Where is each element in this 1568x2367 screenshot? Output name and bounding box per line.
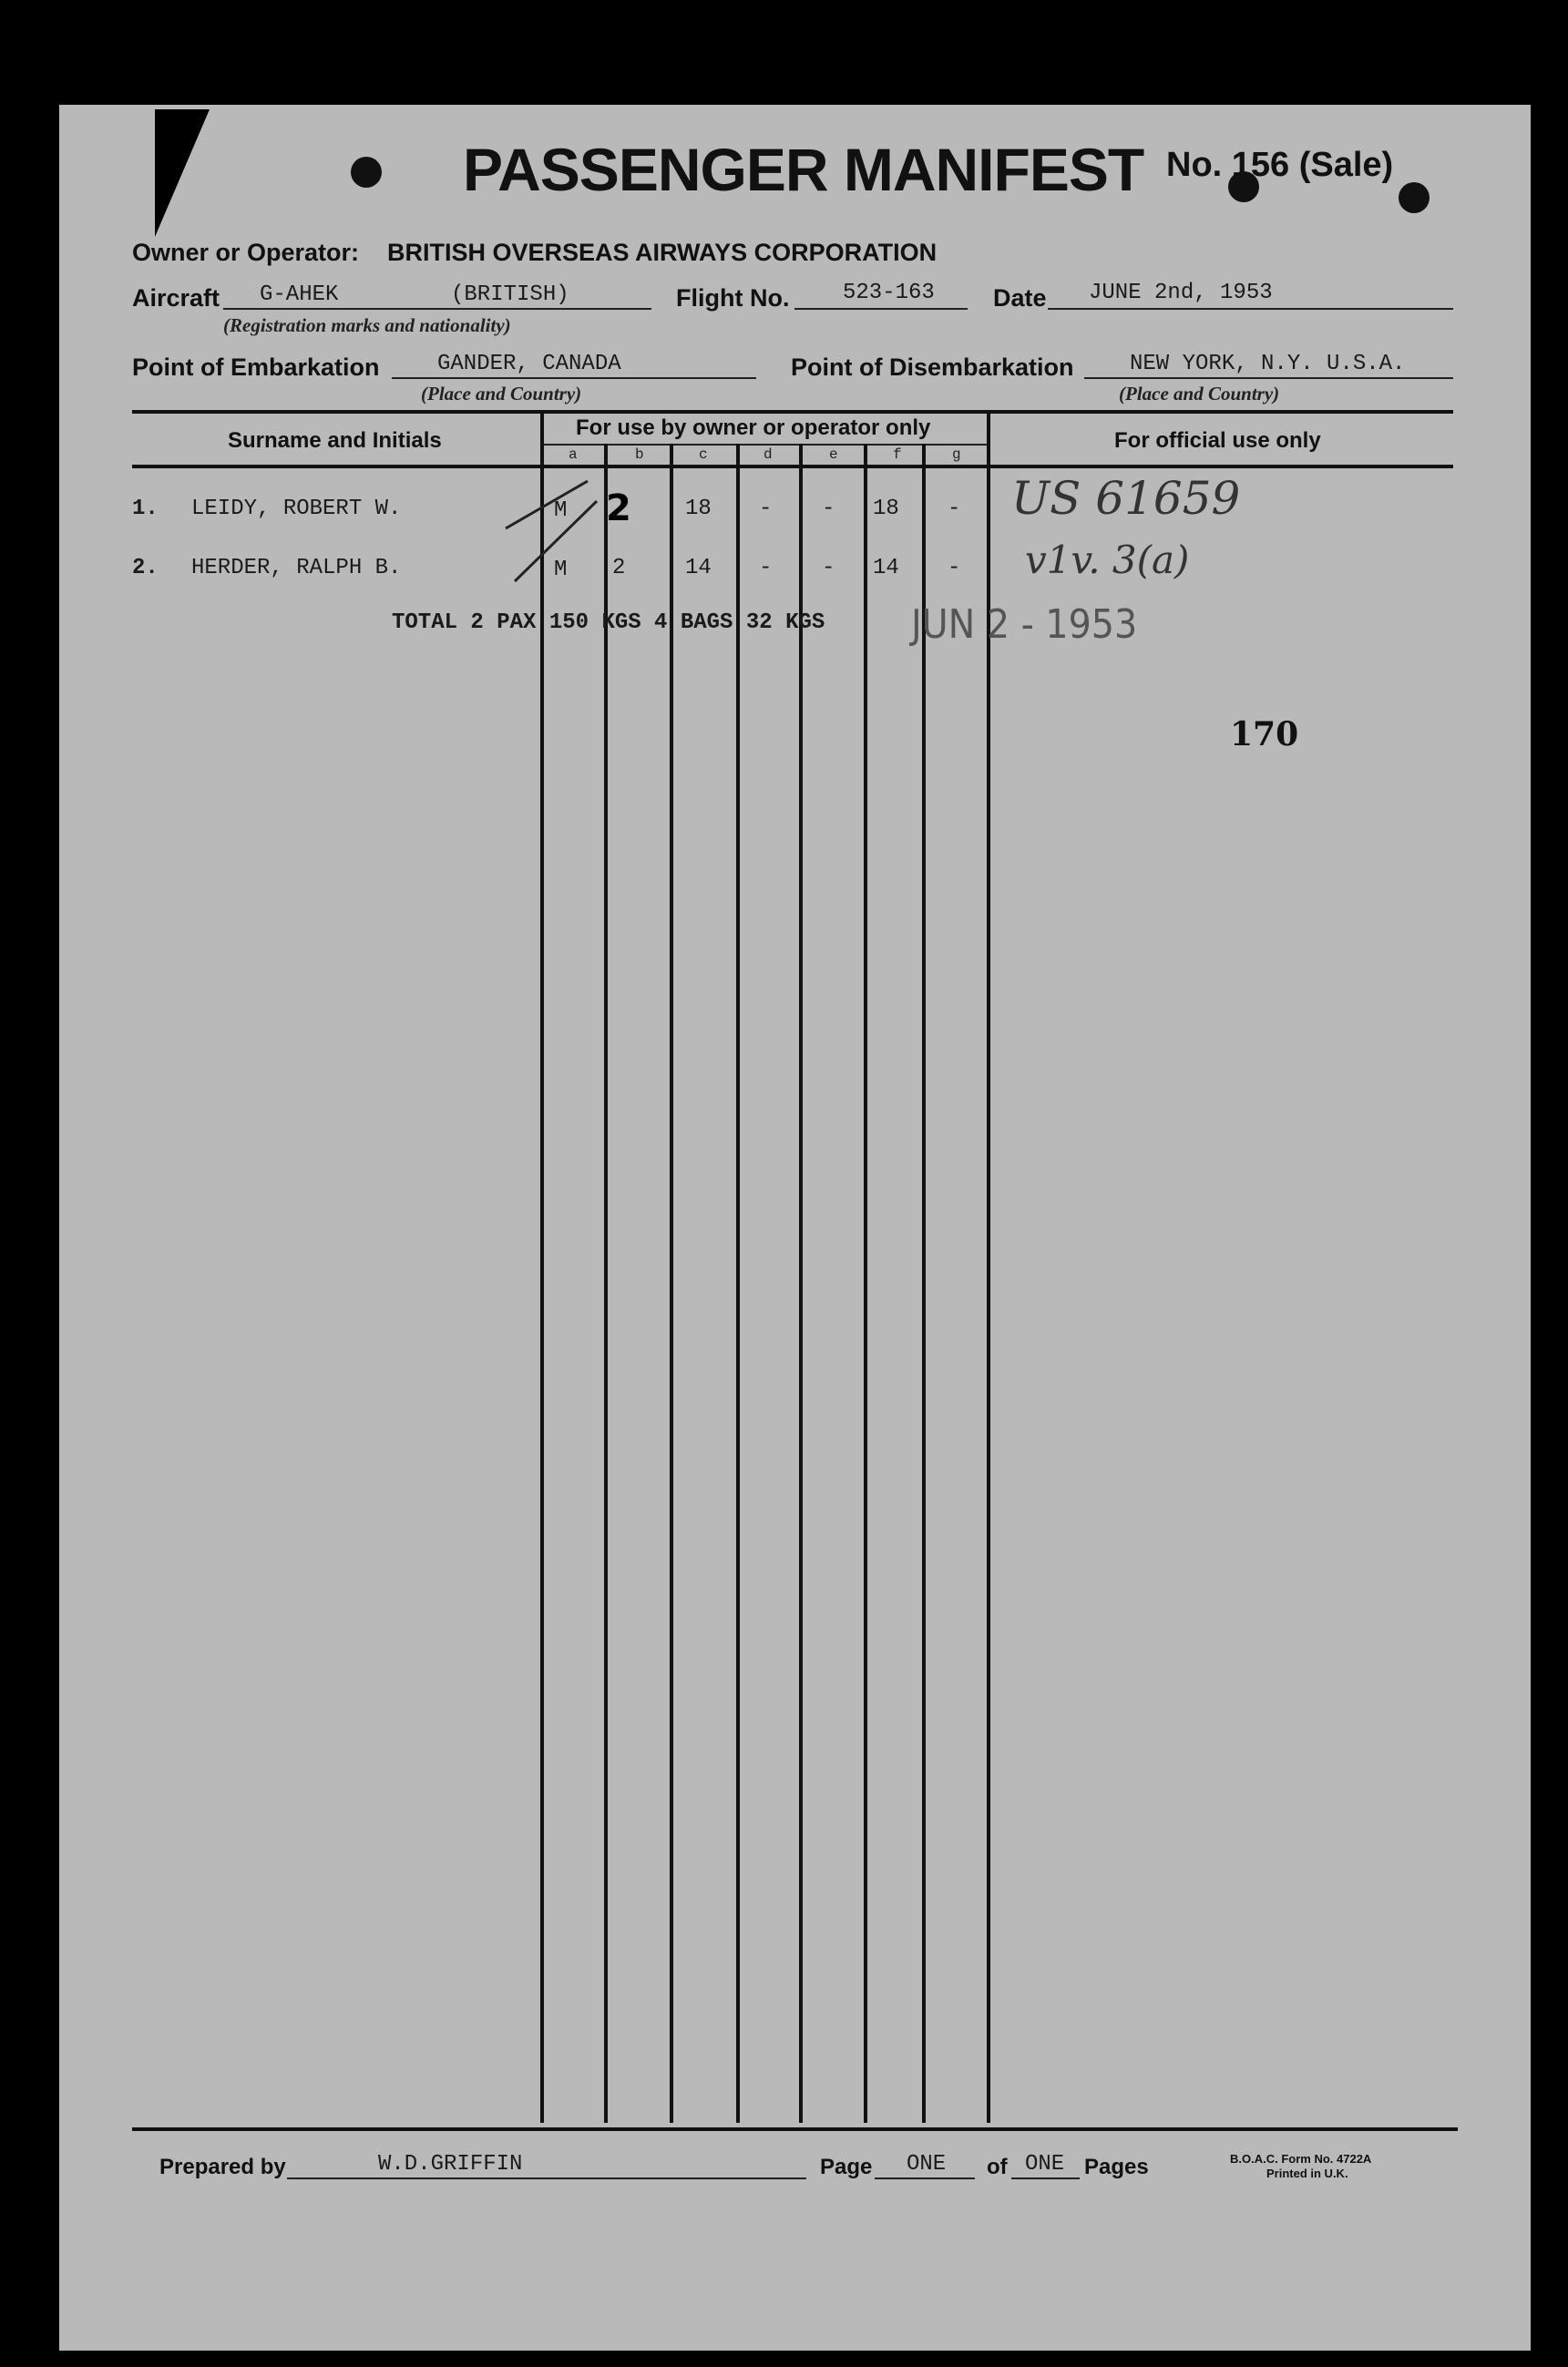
pen-strike xyxy=(497,474,642,583)
aircraft-registration: G-AHEK xyxy=(260,282,339,307)
col-official-header: For official use only xyxy=(1114,428,1321,453)
cell-a: M xyxy=(554,498,568,523)
embarkation-value: GANDER, CANADA xyxy=(437,352,621,376)
torn-corner xyxy=(155,109,237,237)
cell-f: 18 xyxy=(873,497,899,521)
cell-g: - xyxy=(948,556,961,580)
of-label: of xyxy=(987,2155,1008,2179)
manifest-number: No. 156 (Sale) xyxy=(1166,146,1394,184)
disembarkation-value: NEW YORK, N.Y. U.S.A. xyxy=(1130,352,1406,376)
sub-col-e: e xyxy=(829,446,838,463)
cell-c: 14 xyxy=(685,556,712,580)
aircraft-label: Aircraft xyxy=(132,284,220,312)
passenger-name: HERDER, RALPH B. xyxy=(191,556,402,580)
col-surname-header: Surname and Initials xyxy=(228,428,442,453)
date-label: Date xyxy=(993,284,1047,312)
sub-col-f: f xyxy=(893,446,902,463)
cell-e: - xyxy=(822,497,835,521)
cell-b: 2 xyxy=(612,556,626,580)
cell-c: 18 xyxy=(685,497,712,521)
cell-d: - xyxy=(759,497,773,521)
official-note: US 61659 xyxy=(1011,472,1241,525)
flight-label: Flight No. xyxy=(676,284,790,312)
disembarkation-caption: (Place and Country) xyxy=(1119,383,1280,405)
sub-col-a: a xyxy=(569,446,578,463)
cell-e: - xyxy=(822,556,835,580)
page-value: ONE xyxy=(907,2152,947,2177)
date-value: JUNE 2nd, 1953 xyxy=(1089,281,1273,305)
disembarkation-label: Point of Disembarkation xyxy=(791,354,1074,381)
prepared-label: Prepared by xyxy=(159,2155,286,2179)
of-value: ONE xyxy=(1025,2152,1065,2177)
page-title: PASSENGER MANIFEST xyxy=(463,136,1144,203)
punch-hole-right xyxy=(1399,182,1430,213)
sub-col-d: d xyxy=(764,446,773,463)
row-number: 1. xyxy=(132,497,159,521)
page-annotation: 170 xyxy=(1230,715,1299,753)
embarkation-label: Point of Embarkation xyxy=(132,354,380,381)
col-owner-use-header: For use by owner or operator only xyxy=(576,415,931,440)
form-number: B.O.A.C. Form No. 4722A xyxy=(1230,2152,1372,2166)
cell-b: 2 xyxy=(606,487,631,529)
embarkation-caption: (Place and Country) xyxy=(421,383,582,405)
sub-col-c: c xyxy=(699,446,708,463)
date-stamp: JUN 2 - 1953 xyxy=(911,601,1138,648)
cell-a: M xyxy=(554,558,568,582)
cell-d: - xyxy=(759,556,773,580)
form-printed: Printed in U.K. xyxy=(1266,2167,1348,2180)
punch-hole-left xyxy=(351,157,382,188)
sub-col-b: b xyxy=(635,446,644,463)
pages-label: Pages xyxy=(1084,2155,1149,2179)
flight-number: 523-163 xyxy=(843,281,935,305)
prepared-value: W.D.GRIFFIN xyxy=(378,2152,523,2177)
row-number: 2. xyxy=(132,556,159,580)
total-line: TOTAL 2 PAX 150 KGS 4 BAGS 32 KGS xyxy=(392,610,825,635)
aircraft-nationality: (BRITISH) xyxy=(451,282,569,307)
owner-value: BRITISH OVERSEAS AIRWAYS CORPORATION xyxy=(387,239,938,266)
sub-col-g: g xyxy=(952,446,961,463)
cell-g: - xyxy=(948,497,961,521)
cell-f: 14 xyxy=(873,556,899,580)
passenger-name: LEIDY, ROBERT W. xyxy=(191,497,402,521)
page-label: Page xyxy=(820,2155,873,2179)
official-note: v1v. 3(a) xyxy=(1025,538,1190,582)
owner-label: Owner or Operator: xyxy=(132,239,360,266)
aircraft-caption: (Registration marks and nationality) xyxy=(223,314,511,336)
